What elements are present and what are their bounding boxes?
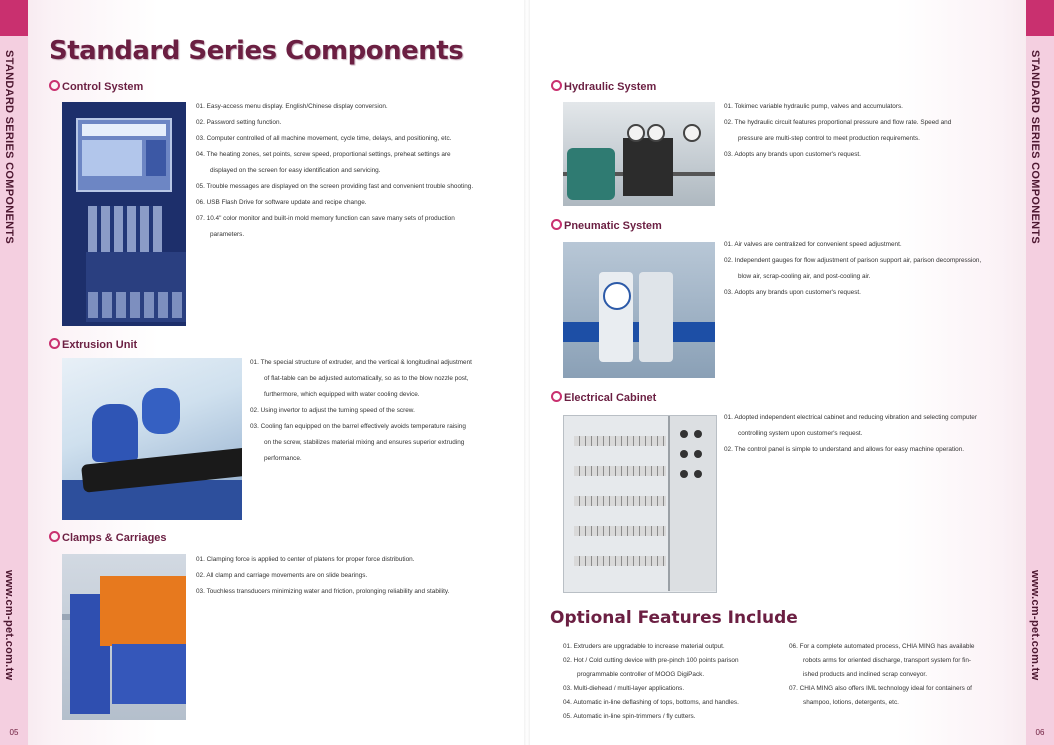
side-title: STANDARD SERIES COMPONENTS [1029,50,1041,244]
list-item: 01. The special structure of extruder, and the vertical & longitudinal adjustment of flat-table can be adjusted automatically, so as to the blow nozzle post, furthermore, which equipped with water cooling device. [250,359,472,398]
list-item: 03. Touchless transducers minimizing water and friction, prolonging reliability and stability. [196,588,450,595]
bullet-ring-icon [551,80,562,91]
list-item: 07. 10.4" color monitor and built-in mold memory function can save many sets of production parameters. [196,215,455,238]
section-title: Control System [62,81,144,93]
list-item: 01. Tokimec variable hydraulic pump, valves and accumulators. [724,103,903,110]
list-item: 07. CHIA MING also offers IML technology ideal for containers of shampoo, lotions, detergents, etc. [789,685,972,706]
optional-list-col1 [563,640,789,724]
monitor-screen [76,118,172,192]
section-heading-clamps [49,531,167,544]
website-link[interactable]: www.cm-pet.com.tw [3,570,15,681]
bullet-ring-icon [551,219,562,230]
strip-cap [1026,0,1054,36]
control-panel-image [62,102,186,326]
list-item: 01. Adopted independent electrical cabinet and reducing vibration and selecting computer controlling system upon customer's request. [724,414,977,437]
list-item: 01. Clamping force is applied to center of platens for proper force distribution. [196,556,415,563]
bullet-ring-icon [551,391,562,402]
list-item: 01. Air valves are centralized for convenient speed adjustment. [724,241,902,248]
pneumatic-list [724,237,1014,301]
section-heading-electrical [551,391,656,404]
right-side-strip [1026,0,1054,745]
list-item: 06. USB Flash Drive for software update and recipe change. [196,199,367,206]
page-number-left: 05 [9,728,19,737]
section-title: Extrusion Unit [62,339,138,351]
list-item: 05. Trouble messages are displayed on the screen providing fast and convenient trouble shooting. [196,183,474,190]
website-link[interactable]: www.cm-pet.com.tw [1029,570,1041,681]
extrusion-unit-image [62,358,242,520]
list-item: 02. Hot / Cold cutting device with pre-pinch 100 points parison programmable controller of MOOG DigiPack. [563,657,739,678]
list-item: 02. Independent gauges for flow adjustment of parison support air, parison decompression, blow air, scrap-cooling air, and post-cooling air. [724,257,982,280]
section-title: Pneumatic System [564,220,662,232]
section-heading-extrusion [49,338,137,351]
electrical-cabinet-image [563,415,717,593]
list-item: 04. The heating zones, set points, screw speed, proportional settings, preheat settings are displayed on the screen for easy identification and servicing. [196,151,451,174]
list-item: 02. Using invertor to adjust the turning speed of the screw. [250,407,415,414]
section-heading-hydraulic [551,80,656,93]
left-side-strip [0,0,28,745]
list-item: 03. Adopts any brands upon customer's request. [724,151,861,158]
extrusion-list [250,355,518,467]
section-title: Clamps & Carriages [62,532,167,544]
bullet-ring-icon [49,338,60,349]
list-item: 02. Password setting function. [196,119,282,126]
list-item: 01. Easy-access menu display. English/Chinese display conversion. [196,103,388,110]
strip-cap [0,0,28,36]
list-item: 03. Multi-diehead / multi-layer applications. [563,685,685,692]
list-item: 06. For a complete automated process, CHIA MING has available robots arms for oriented discharge, transport system for fin- ished products and inclined scrap conveyor. [789,643,975,678]
keypad-lower [88,292,186,318]
clamps-list [196,552,516,600]
page-number-right: 06 [1035,728,1045,737]
clamps-image [62,554,186,720]
section-heading-control [49,80,143,93]
optional-list-col2 [789,640,1011,710]
section-heading-pneumatic [551,219,662,232]
section-title: Hydraulic System [564,81,657,93]
list-item: 02. The control panel is simple to understand and allows for easy machine operation. [724,446,965,453]
optional-features-title: Optional Features Include [550,608,798,628]
hydraulic-image [563,102,715,206]
list-item: 02. The hydraulic circuit features proportional pressure and flow rate. Speed and pressure are multi-step control to meet production requirements. [724,119,952,142]
list-item: 03. Cooling fan equipped on the barrel effectively avoids temperature raising on the screw, stabilizes material mixing and ensures superior extruding performance. [250,423,466,462]
hydraulic-list [724,99,1014,163]
control-list [196,99,516,243]
side-title: STANDARD SERIES COMPONENTS [3,50,15,244]
electrical-list [724,410,1014,458]
list-item: 04. Automatic in-line deflashing of tops, bottoms, and handles. [563,699,739,706]
list-item: 02. All clamp and carriage movements are on slide bearings. [196,572,368,579]
list-item: 01. Extruders are upgradable to increase material output. [563,643,725,650]
book-spine [524,0,530,745]
bullet-ring-icon [49,531,60,542]
section-title: Electrical Cabinet [564,392,657,404]
bullet-ring-icon [49,80,60,91]
list-item: 03. Adopts any brands upon customer's request. [724,289,861,296]
list-item: 03. Computer controlled of all machine movement, cycle time, delays, and positioning, etc. [196,135,452,142]
page-title: Standard Series Components [49,36,464,66]
list-item: 05. Automatic in-line spin-trimmers / fly cutters. [563,713,696,720]
pneumatic-image [563,242,715,378]
